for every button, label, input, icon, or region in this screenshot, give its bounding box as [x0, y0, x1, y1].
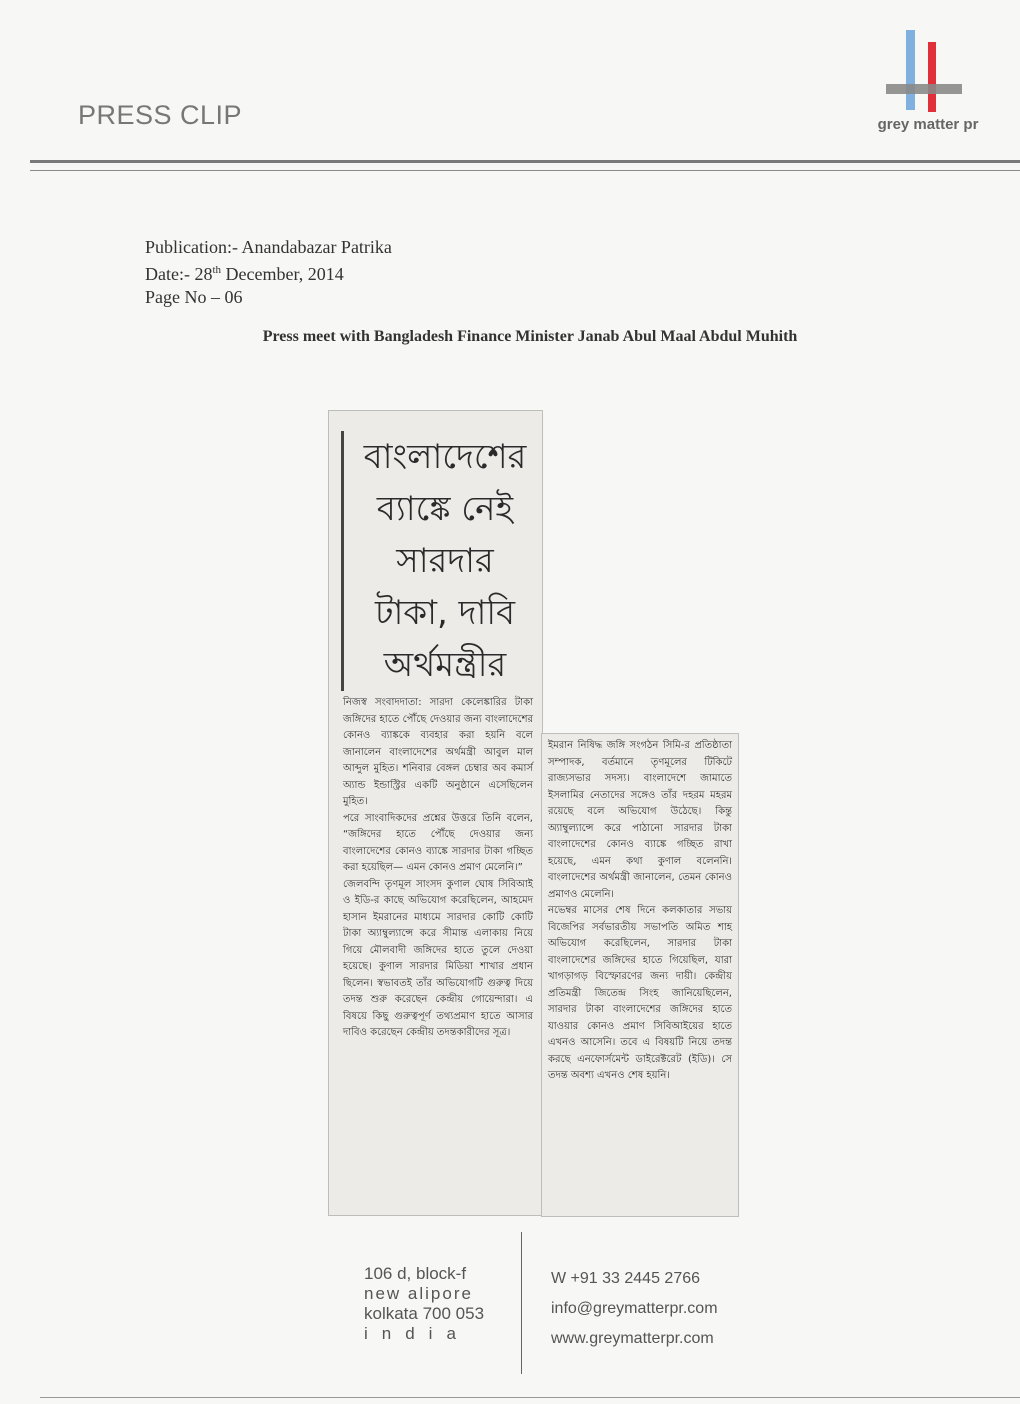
address-line-1: 106 d, block-f [364, 1264, 467, 1283]
news-clipping-left [328, 410, 543, 1216]
headline-line-1: বাংলাদেশের [363, 437, 527, 477]
news-clipping-right [541, 733, 739, 1217]
company-logo [868, 28, 988, 140]
logo-text: grey matter pr [877, 116, 979, 133]
address-line-3: kolkata 700 053 [364, 1304, 485, 1323]
address-line-2: new alipore [364, 1284, 473, 1303]
press-clip-label: PRESS CLIP [78, 100, 243, 130]
headline-line-2: ব্যাঙ্কে নেই [376, 489, 514, 529]
article-body-right: ইমরান নিষিদ্ধ জঙ্গি সংগঠন সিমি-র প্রতিষ্ঠাতা সম্পাদক, বর্তমানে তৃণমূলের টিকিটে রাজ্যসভার সদস্য। বাংলাদেশে জামাতে ইসলামির নেতাদের সঙ্গেও তাঁর দহরম মহরম রয়েছে বলে অভিযোগ উঠেছে। কিন্তু অ্যাম্বুল্যান্সে করে পাঠানো সারদার টাকা বাংলাদেশের কোনও ব্যাঙ্কে গচ্ছিত রাখা হয়েছে, এমন কথা কুণাল বলেননি। বাংলাদেশের অর্থমন্ত্রী জানালেন, তেমন কোনও প্রমাণও মেলেনি। নভেম্বর মাসের শেষ দিনে কলকাতার সভায় বিজেপির সর্বভারতীয় সভাপতি অমিত শাহ অভিযোগ করেছিলেন, সারদার টাকা বাংলাদেশের জঙ্গিদের হাতে গিয়েছিল, যারা খাগড়াগড় বিস্ফোরণের জন্য দায়ী। কেন্দ্রীয় প্রতিমন্ত্রী জিতেন্দ্র সিংহ জানিয়েছিলেন, সারদার টাকা বাংলাদেশের জঙ্গিদের হাতে যাওয়ার কোনও প্রমাণ সিবিআইয়ের হাতে এখনও আসেনি। তবে এ বিষয়টি নিয়ে তদন্ত করছে এনফোর্সমেন্ট ডাইরেক্টরেট (ইডি)। সে তদন্ত অবশ্য এখনও শেষ হয়নি। [548, 740, 732, 1081]
footer-address [364, 1264, 484, 1344]
bengali-headline [341, 431, 540, 691]
grey-matter-logo-icon [884, 28, 964, 114]
page-line: Page No – 06 [145, 287, 243, 307]
website-link[interactable]: www.greymatterpr.com [551, 1330, 714, 1347]
phone-number: W +91 33 2445 2766 [551, 1270, 701, 1287]
footer-contact [551, 1264, 718, 1354]
footer-rule [40, 1397, 1020, 1398]
article-body-left: নিজস্ব সংবাদদাতা: সারদা কেলেঙ্কারির টাকা জঙ্গিদের হাতে পৌঁছে দেওয়ার জন্য বাংলাদেশের কোনও ব্যাঙ্ককে ব্যবহার করা হয়নি বলে জানালেন বাংলাদেশের অর্থমন্ত্রী আবুল মাল আব্দুল মুহিত। শনিবার বেঙ্গল চেম্বার অব কমার্স অ্যান্ড ইন্ডাস্ট্রির একটি অনুষ্ঠানে এসেছিলেন মুহিত। পরে সাংবাদিকদের প্রশ্নের উত্তরে তিনি বলেন, “জঙ্গিদের হাতে পৌঁছে দেওয়ার জন্য বাংলাদেশের কোনও ব্যাঙ্কে সারদার টাকা গচ্ছিত করা হয়েছিল— এমন কোনও প্রমাণ মেলেনি।” জেলবন্দি তৃণমূল সাংসদ কুণাল ঘোষ সিবিআই ও ইডি-র কাছে অভিযোগ করেছিলেন, আহমেদ হাসান ইমরানের মাধ্যমে সারদার কোটি কোটি টাকা অ্যাম্বুল্যান্সে করে সীমান্ত এলাকায় নিয়ে গিয়ে মৌলবাদী জঙ্গিদের হাতে তুলে দেওয়া হয়েছে। কুণাল সারদার মিডিয়া শাখার প্রধান ছিলেন। স্বভাবতই তাঁর অভিযোগটি গুরুত্ব দিয়ে তদন্ত শুরু করেছেন কেন্দ্রীয় গোয়েন্দারা। এ বিষয়ে কিছু গুরুত্বপূর্ণ তথ্যপ্রমাণ হাতে আসার দাবিও করেছেন কেন্দ্রীয় তদন্তকারীদের সূত্র। [343, 697, 533, 1038]
date-line: Date:- 28th December, 2014 [145, 264, 344, 284]
publication-meta [145, 236, 392, 309]
email-link[interactable]: info@greymatterpr.com [551, 1300, 718, 1317]
footer-divider [521, 1232, 522, 1374]
header-rule [30, 160, 1020, 163]
publication-line: Publication:- Anandabazar Patrika [145, 237, 392, 257]
address-line-4: india [364, 1324, 470, 1343]
clip-headline: Press meet with Bangladesh Finance Minister Janab Abul Maal Abdul Muhith [262, 328, 798, 345]
headline-line-3: সারদার [396, 541, 494, 581]
headline-line-4: টাকা, দাবি [374, 593, 516, 633]
headline-line-5: অর্থমন্ত্রীর [383, 645, 507, 685]
header-rule-thin [30, 170, 1020, 171]
